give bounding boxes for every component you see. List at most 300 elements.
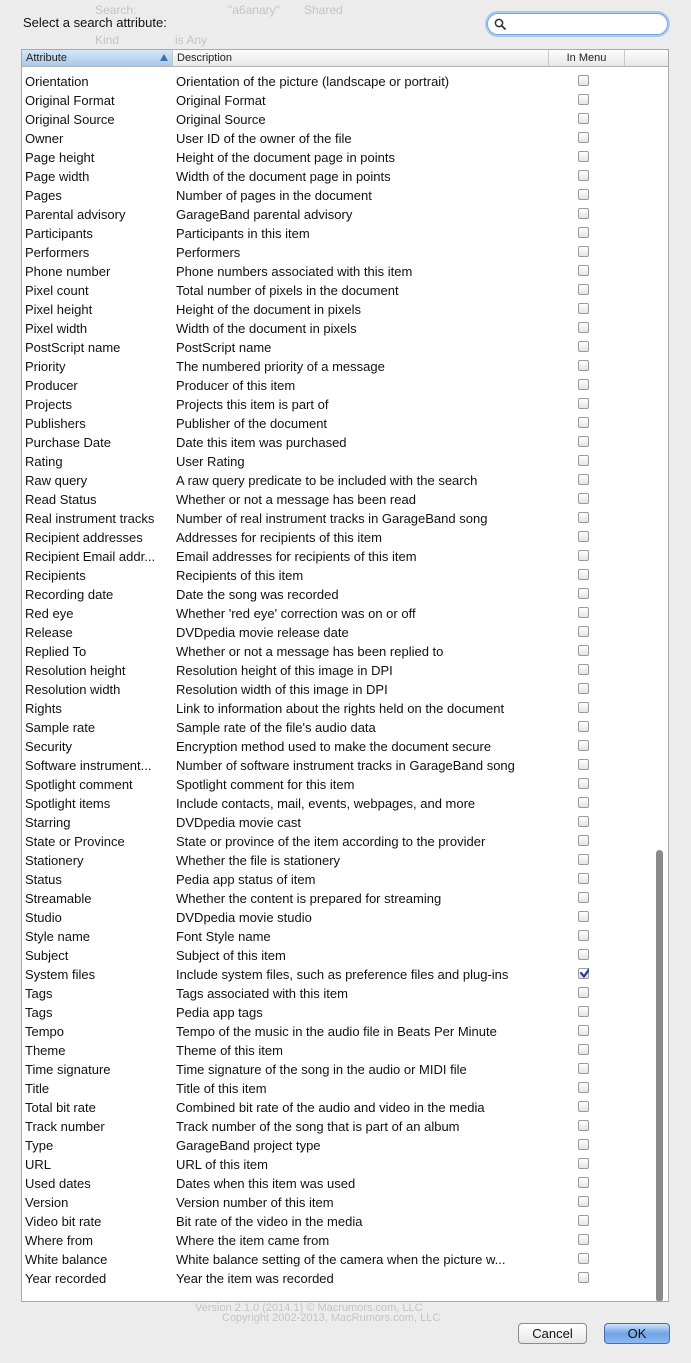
attribute-cell: URL <box>25 1157 52 1172</box>
description-cell: Include system files, such as preference files and plug-ins <box>176 967 509 982</box>
in-menu-checkbox[interactable] <box>578 379 589 390</box>
attribute-cell: Spotlight items <box>25 796 111 811</box>
background-search-label: Search: <box>95 3 137 17</box>
attribute-cell: Real instrument tracks <box>25 511 155 526</box>
in-menu-checkbox[interactable] <box>578 1196 589 1207</box>
in-menu-cell <box>578 1158 589 1169</box>
in-menu-cell <box>578 930 589 941</box>
description-cell: Participants in this item <box>176 226 310 241</box>
table-row[interactable] <box>22 737 658 756</box>
description-cell: Resolution height of this image in DPI <box>176 663 393 678</box>
table-row[interactable] <box>22 585 658 604</box>
vertical-scrollbar[interactable] <box>654 66 665 1301</box>
table-row[interactable] <box>22 167 658 186</box>
in-menu-cell <box>578 531 589 542</box>
in-menu-checkbox[interactable] <box>578 512 589 523</box>
description-cell: Subject of this item <box>176 948 286 963</box>
description-cell: Total number of pixels in the document <box>176 283 399 298</box>
description-cell: Resolution width of this image in DPI <box>176 682 388 697</box>
in-menu-checkbox[interactable] <box>578 550 589 561</box>
in-menu-checkbox[interactable] <box>578 930 589 941</box>
table-row[interactable] <box>22 319 658 338</box>
table-header <box>22 50 668 67</box>
in-menu-checkbox[interactable] <box>578 1063 589 1074</box>
scrollbar-thumb[interactable] <box>656 850 663 1302</box>
table-row[interactable] <box>22 433 658 452</box>
search-icon <box>494 18 506 30</box>
table-row[interactable] <box>22 490 658 509</box>
in-menu-checkbox[interactable] <box>578 341 589 352</box>
in-menu-cell <box>578 721 589 732</box>
description-cell: Whether 'red eye' correction was on or off <box>176 606 416 621</box>
in-menu-cell <box>578 303 589 314</box>
table-row[interactable] <box>22 661 658 680</box>
table-row[interactable] <box>22 1060 658 1079</box>
attribute-cell: Orientation <box>25 74 89 89</box>
description-cell: DVDpedia movie studio <box>176 910 312 925</box>
in-menu-checkbox[interactable] <box>578 664 589 675</box>
in-menu-cell <box>578 512 589 523</box>
attribute-cell: Theme <box>25 1043 66 1058</box>
table-row[interactable] <box>22 946 658 965</box>
table-row[interactable] <box>22 186 658 205</box>
description-cell: Performers <box>176 245 241 260</box>
description-cell: State or province of the item according to the provider <box>176 834 486 849</box>
in-menu-checkbox[interactable] <box>578 436 589 447</box>
in-menu-checkbox[interactable] <box>578 797 589 808</box>
description-cell: DVDpedia movie release date <box>176 625 349 640</box>
table-row[interactable] <box>22 471 658 490</box>
column-header-attribute-label: Attribute <box>26 52 67 64</box>
table-row[interactable] <box>22 984 658 1003</box>
column-header-in-menu-label: In Menu <box>566 52 607 64</box>
column-header-filler <box>625 50 668 66</box>
description-cell: DVDpedia movie cast <box>176 815 301 830</box>
in-menu-checkbox[interactable] <box>578 1006 589 1017</box>
attribute-cell: Rights <box>25 701 62 716</box>
in-menu-cell <box>578 75 589 86</box>
table-row[interactable] <box>22 281 658 300</box>
table-row[interactable] <box>22 1041 658 1060</box>
in-menu-cell <box>578 702 589 713</box>
description-cell: Combined bit rate of the audio and video in the media <box>176 1100 485 1115</box>
in-menu-checkbox[interactable] <box>578 227 589 238</box>
in-menu-checkbox[interactable] <box>578 607 589 618</box>
attribute-cell: Used dates <box>25 1176 91 1191</box>
in-menu-cell <box>578 569 589 580</box>
description-cell: Date the song was recorded <box>176 587 339 602</box>
in-menu-cell <box>578 892 589 903</box>
description-cell: Addresses for recipients of this item <box>176 530 382 545</box>
in-menu-cell <box>578 1025 589 1036</box>
cancel-button[interactable]: Cancel <box>518 1323 587 1344</box>
attribute-cell: Recording date <box>25 587 114 602</box>
in-menu-checkbox[interactable] <box>578 1272 589 1283</box>
description-cell: Version number of this item <box>176 1195 334 1210</box>
dialog-prompt: Select a search attribute: <box>23 15 167 30</box>
table-row[interactable] <box>22 1079 658 1098</box>
description-cell: Whether the file is stationery <box>176 853 341 868</box>
attribute-cell: Performers <box>25 245 90 260</box>
description-cell: Recipients of this item <box>176 568 304 583</box>
attribute-cell: Recipient Email addr... <box>25 549 156 564</box>
description-cell: Link to information about the rights held on the document <box>176 701 505 716</box>
description-cell: Height of the document page in points <box>176 150 395 165</box>
in-menu-checkbox[interactable] <box>578 246 589 257</box>
attribute-cell: Status <box>25 872 62 887</box>
in-menu-cell <box>578 417 589 428</box>
description-cell: Where the item came from <box>176 1233 330 1248</box>
attribute-cell: Type <box>25 1138 54 1153</box>
table-row[interactable] <box>22 338 658 357</box>
attribute-cell: Raw query <box>25 473 88 488</box>
in-menu-checkbox[interactable] <box>578 949 589 960</box>
table-row[interactable] <box>22 623 658 642</box>
table-row[interactable] <box>22 1193 658 1212</box>
in-menu-cell <box>578 664 589 675</box>
attribute-cell: Producer <box>25 378 78 393</box>
description-cell: Whether the content is prepared for streaming <box>176 891 442 906</box>
table-row[interactable] <box>22 927 658 946</box>
in-menu-checkbox[interactable] <box>578 151 589 162</box>
table-row[interactable] <box>22 205 658 224</box>
description-cell: Encryption method used to make the document secure <box>176 739 492 754</box>
in-menu-cell <box>578 1215 589 1226</box>
in-menu-checkbox[interactable] <box>578 360 589 371</box>
in-menu-cell <box>578 1196 589 1207</box>
description-cell: Track number of the song that is part of an album <box>176 1119 460 1134</box>
in-menu-checkbox[interactable] <box>578 778 589 789</box>
table-row[interactable] <box>22 357 658 376</box>
description-cell: White balance setting of the camera when the picture w... <box>176 1252 506 1267</box>
in-menu-checkbox[interactable] <box>578 588 589 599</box>
description-cell: Height of the document in pixels <box>176 302 361 317</box>
in-menu-checkbox[interactable] <box>578 721 589 732</box>
in-menu-checkbox[interactable] <box>578 987 589 998</box>
description-cell: Tags associated with this item <box>176 986 348 1001</box>
in-menu-checkbox[interactable] <box>578 702 589 713</box>
in-menu-cell <box>578 1272 589 1283</box>
in-menu-cell <box>578 322 589 333</box>
attribute-cell: Total bit rate <box>25 1100 96 1115</box>
column-header-description[interactable] <box>173 50 549 66</box>
in-menu-cell <box>578 949 589 960</box>
attribute-cell: Studio <box>25 910 62 925</box>
attribute-cell: Original Source <box>25 112 115 127</box>
in-menu-checkbox[interactable] <box>578 1234 589 1245</box>
in-menu-cell <box>578 341 589 352</box>
background-shared-label: Shared <box>304 3 343 17</box>
description-cell: Original Source <box>176 112 266 127</box>
in-menu-checkbox[interactable] <box>578 759 589 770</box>
table-row[interactable] <box>22 1269 658 1288</box>
in-menu-cell <box>578 740 589 751</box>
table-row[interactable] <box>22 566 658 585</box>
in-menu-checkbox[interactable] <box>578 1139 589 1150</box>
attribute-cell: Release <box>25 625 73 640</box>
attribute-cell: Year recorded <box>25 1271 107 1286</box>
background-kind-label: Kind <box>95 33 120 47</box>
table-row[interactable] <box>22 680 658 699</box>
description-cell: Email addresses for recipients of this item <box>176 549 417 564</box>
attribute-cell: Subject <box>25 948 69 963</box>
attribute-cell: Page width <box>25 169 90 184</box>
in-menu-checkbox[interactable] <box>578 398 589 409</box>
table-row[interactable] <box>22 91 658 110</box>
in-menu-cell <box>578 645 589 656</box>
description-cell: Width of the document page in points <box>176 169 391 184</box>
attribute-cell: Read Status <box>25 492 97 507</box>
in-menu-cell <box>578 1006 589 1017</box>
in-menu-cell <box>578 1120 589 1131</box>
in-menu-checkbox[interactable] <box>578 132 589 143</box>
table-row[interactable] <box>22 1231 658 1250</box>
attribute-cell: Phone number <box>25 264 111 279</box>
in-menu-checkbox[interactable] <box>578 531 589 542</box>
in-menu-checkbox[interactable] <box>578 1158 589 1169</box>
in-menu-checkbox[interactable] <box>578 474 589 485</box>
description-cell: Number of pages in the document <box>176 188 372 203</box>
table-row[interactable] <box>22 699 658 718</box>
column-header-description-label: Description <box>177 52 233 64</box>
search-field[interactable] <box>487 13 668 35</box>
description-cell: The numbered priority of a message <box>176 359 385 374</box>
in-menu-checkbox[interactable] <box>578 493 589 504</box>
in-menu-cell <box>578 588 589 599</box>
column-header-in-menu[interactable] <box>549 50 625 66</box>
table-row[interactable] <box>22 1022 658 1041</box>
table-row[interactable] <box>22 129 658 148</box>
in-menu-checkbox[interactable] <box>578 189 589 200</box>
table-row[interactable] <box>22 908 658 927</box>
table-row[interactable] <box>22 547 658 566</box>
in-menu-cell <box>578 398 589 409</box>
in-menu-cell <box>578 550 589 561</box>
description-cell: GarageBand parental advisory <box>176 207 353 222</box>
in-menu-checkbox[interactable] <box>578 645 589 656</box>
in-menu-cell <box>578 816 589 827</box>
table-row[interactable] <box>22 604 658 623</box>
description-cell: Bit rate of the video in the media <box>176 1214 363 1229</box>
in-menu-checkbox[interactable] <box>578 455 589 466</box>
in-menu-checkbox[interactable] <box>578 873 589 884</box>
table-row[interactable] <box>22 1098 658 1117</box>
table-row[interactable] <box>22 813 658 832</box>
ok-button[interactable]: OK <box>604 1323 670 1344</box>
table-row[interactable] <box>22 1250 658 1269</box>
in-menu-checkbox[interactable] <box>578 94 589 105</box>
attribute-cell: Version <box>25 1195 69 1210</box>
background-footer-line-1: Version 2.1.0 (2014.1) © Macrumors.com, LLC <box>195 1302 423 1314</box>
attribute-cell: Streamable <box>25 891 92 906</box>
description-cell: GarageBand project type <box>176 1138 321 1153</box>
description-cell: Phone numbers associated with this item <box>176 264 413 279</box>
description-cell: Orientation of the picture (landscape or portrait) <box>176 74 450 89</box>
in-menu-cell <box>578 132 589 143</box>
description-cell: User Rating <box>176 454 245 469</box>
in-menu-cell <box>578 683 589 694</box>
attribute-cell: Projects <box>25 397 72 412</box>
table-row[interactable] <box>22 224 658 243</box>
in-menu-checkbox[interactable] <box>578 911 589 922</box>
in-menu-checkbox[interactable] <box>578 1082 589 1093</box>
in-menu-cell <box>578 1101 589 1112</box>
table-row[interactable] <box>22 1136 658 1155</box>
description-cell: URL of this item <box>176 1157 268 1172</box>
description-cell: Width of the document in pixels <box>176 321 357 336</box>
in-menu-checkbox[interactable] <box>578 284 589 295</box>
attribute-cell: State or Province <box>25 834 125 849</box>
in-menu-cell <box>578 113 589 124</box>
attribute-cell: Spotlight comment <box>25 777 133 792</box>
table-row[interactable] <box>22 110 658 129</box>
description-cell: Title of this item <box>176 1081 267 1096</box>
in-menu-checkbox[interactable] <box>578 417 589 428</box>
table-row[interactable] <box>22 509 658 528</box>
column-header-attribute[interactable] <box>22 50 173 66</box>
table-row[interactable] <box>22 775 658 794</box>
in-menu-cell <box>578 151 589 162</box>
description-cell: Tempo of the music in the audio file in Beats Per Minute <box>176 1024 497 1039</box>
table-row[interactable] <box>22 300 658 319</box>
in-menu-cell <box>578 284 589 295</box>
description-cell: Number of software instrument tracks in GarageBand song <box>176 758 515 773</box>
table-row[interactable] <box>22 452 658 471</box>
in-menu-checkbox[interactable] <box>578 113 589 124</box>
description-cell: Theme of this item <box>176 1043 283 1058</box>
attribute-cell: Original Format <box>25 93 115 108</box>
in-menu-checkbox[interactable] <box>578 569 589 580</box>
attribute-cell: Tempo <box>25 1024 65 1039</box>
table-row[interactable] <box>22 965 658 984</box>
in-menu-checkbox[interactable] <box>578 626 589 637</box>
in-menu-checkbox[interactable] <box>578 1101 589 1112</box>
attribute-cell: Video bit rate <box>25 1214 102 1229</box>
attribute-cell: Recipient addresses <box>25 530 143 545</box>
description-cell: Producer of this item <box>176 378 296 393</box>
in-menu-cell <box>578 1234 589 1245</box>
table-row[interactable] <box>22 794 658 813</box>
in-menu-checkbox[interactable] <box>578 968 589 979</box>
description-cell: Sample rate of the file's audio data <box>176 720 376 735</box>
in-menu-checkbox[interactable] <box>578 1025 589 1036</box>
attribute-cell: Starring <box>25 815 71 830</box>
in-menu-checkbox[interactable] <box>578 1044 589 1055</box>
table-row[interactable] <box>22 1003 658 1022</box>
table-row[interactable] <box>22 870 658 889</box>
in-menu-checkbox[interactable] <box>578 322 589 333</box>
table-body <box>22 72 658 1288</box>
in-menu-checkbox[interactable] <box>578 75 589 86</box>
attribute-cell: Sample rate <box>25 720 96 735</box>
table-row[interactable] <box>22 832 658 851</box>
table-row[interactable] <box>22 1117 658 1136</box>
in-menu-checkbox[interactable] <box>578 835 589 846</box>
attribute-cell: Security <box>25 739 72 754</box>
attribute-cell: Participants <box>25 226 93 241</box>
attribute-cell: Style name <box>25 929 91 944</box>
in-menu-checkbox[interactable] <box>578 1177 589 1188</box>
table-row[interactable] <box>22 718 658 737</box>
description-cell: Year the item was recorded <box>176 1271 334 1286</box>
in-menu-cell <box>578 607 589 618</box>
search-input[interactable] <box>510 16 660 32</box>
description-cell: Projects this item is part of <box>176 397 329 412</box>
in-menu-cell <box>578 474 589 485</box>
in-menu-checkbox[interactable] <box>578 683 589 694</box>
table-row[interactable] <box>22 1174 658 1193</box>
table-row[interactable] <box>22 1155 658 1174</box>
in-menu-checkbox[interactable] <box>578 208 589 219</box>
attribute-cell: Where from <box>25 1233 93 1248</box>
table-row[interactable] <box>22 72 658 91</box>
attribute-cell: System files <box>25 967 96 982</box>
description-cell: Font Style name <box>176 929 271 944</box>
in-menu-cell <box>578 778 589 789</box>
table-row[interactable] <box>22 1212 658 1231</box>
in-menu-cell <box>578 227 589 238</box>
attribute-table <box>21 49 669 1302</box>
table-row[interactable] <box>22 528 658 547</box>
in-menu-cell <box>578 493 589 504</box>
table-row[interactable] <box>22 148 658 167</box>
attribute-cell: Publishers <box>25 416 86 431</box>
in-menu-cell <box>578 208 589 219</box>
table-row[interactable] <box>22 262 658 281</box>
description-cell: Date this item was purchased <box>176 435 347 450</box>
description-cell: Include contacts, mail, events, webpages, and more <box>176 796 476 811</box>
in-menu-checkbox[interactable] <box>578 170 589 181</box>
attribute-cell: Tags <box>25 1005 53 1020</box>
table-row[interactable] <box>22 889 658 908</box>
attribute-cell: Pixel count <box>25 283 89 298</box>
attribute-cell: Stationery <box>25 853 84 868</box>
table-row[interactable] <box>22 642 658 661</box>
checkmark-icon <box>579 968 589 979</box>
table-row[interactable] <box>22 851 658 870</box>
in-menu-checkbox[interactable] <box>578 892 589 903</box>
in-menu-checkbox[interactable] <box>578 740 589 751</box>
table-row[interactable] <box>22 243 658 262</box>
in-menu-checkbox[interactable] <box>578 265 589 276</box>
in-menu-checkbox[interactable] <box>578 1215 589 1226</box>
in-menu-checkbox[interactable] <box>578 1253 589 1264</box>
in-menu-checkbox[interactable] <box>578 303 589 314</box>
in-menu-cell <box>578 968 589 979</box>
in-menu-checkbox[interactable] <box>578 816 589 827</box>
attribute-cell: Tags <box>25 986 53 1001</box>
in-menu-cell <box>578 854 589 865</box>
description-cell: User ID of the owner of the file <box>176 131 352 146</box>
in-menu-checkbox[interactable] <box>578 854 589 865</box>
table-row[interactable] <box>22 376 658 395</box>
in-menu-cell <box>578 189 589 200</box>
table-row[interactable] <box>22 395 658 414</box>
in-menu-cell <box>578 873 589 884</box>
attribute-cell: Time signature <box>25 1062 111 1077</box>
in-menu-cell <box>578 379 589 390</box>
in-menu-cell <box>578 1082 589 1093</box>
in-menu-cell <box>578 987 589 998</box>
description-cell: A raw query predicate to be included with the search <box>176 473 478 488</box>
attribute-cell: Page height <box>25 150 95 165</box>
in-menu-cell <box>578 1063 589 1074</box>
attribute-cell: Recipients <box>25 568 86 583</box>
in-menu-checkbox[interactable] <box>578 1120 589 1131</box>
table-row[interactable] <box>22 414 658 433</box>
attribute-cell: Pixel height <box>25 302 93 317</box>
table-row[interactable] <box>22 756 658 775</box>
